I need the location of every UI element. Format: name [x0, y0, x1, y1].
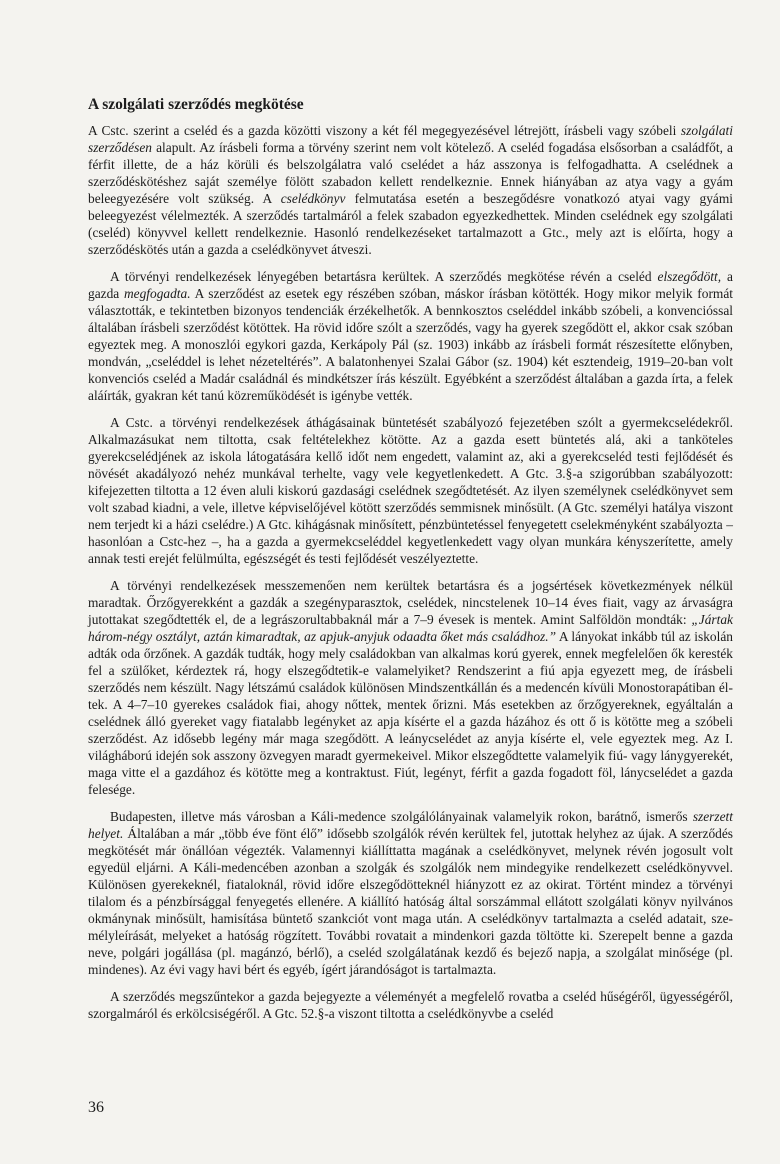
- body-text: [88, 122, 733, 1022]
- text-run: a gazda: [88, 269, 733, 301]
- text-run: A szerződés megszűntekor a gazda bejegyezte a véleményét a megfelelő rovatba a cseléd hűségéről, ügyességéről, szorgalmáról és erkölcsiségéről. A Gtc. 52.§-a viszont tiltotta a cselédkönyvbe a cseléd: [88, 989, 733, 1021]
- text-run: A törvényi rendelkezések lényegében betartásra kerültek. A szerződés megkötése révén a cseléd: [110, 269, 658, 284]
- text-run: A Cstc. a törvényi rendelkezések áthágásainak büntetését szabályozó fejezetében szólt a gyermekcselédekről. Alkalmazásukat nem tiltotta, csak feltételekhez kötötte. Az a gazda esett büntetés alá, aki a tanköteles gyerekcselédjének az iskola látogatására kellő időt nem engedett, valamint az, aki a gyerekcseléd testi fejlődését és növését akadályozó nehéz munkával terhelte, vagy vele kegyetlenkedett. A Gtc. 3.§-a szigorúbban szabályozott: kifejezetten tiltotta a 12 éven aluli kiskorú gazdasági cselédnek szegődtetését. Az ilyen személynek cselédkönyvet sem volt szabad kiadni, a vele, illetve képviselőjével kötött szerződés semmisnek minősült. (A Gtc. személyi hatálya viszont nem terjedt ki a házi cselédre.) A Gtc. kihágásnak minősített, pénzbüntetéssel fenyegetett cselekményként szabályozta – hasonlóan a Cstc-hez –, ha a gazda a gyermekcseléddel kegyetlenkedett vagy olyan munkára kényszerítette, amely annak testi erejét felülmúlta, egészségét és testi fejlődését veszélyeztette.: [88, 415, 733, 566]
- text-run: A szerződést az esetek egy részében szóban, máskor írásban kötötték. Hogy mikor melyik formát választották, e tekintetben bizonyos tendenciák érzékelhetők. A bennkosztos cseléddel inkább szóbeli, a konvencióssal általában írásbeli szerződést kötöttek. Ha rövid időre szólt a szerződés, vagy ha gyerek szegődött el, akkor csak szóban egyeztek meg. A monoszlói egykori gazda, Kerkápoly Pál (sz. 1903) inkább az írásbeli formát részesítette előnyben, mondván, „cseléddel is lehet nézeteltérés”. A balatonhenyei Szalai Gábor (sz. 1904) két esztendeig, 1919–20-ban volt konvenciós cseléd a Madár családnál és mindkétszer írás készült. Egyébként a szerződést általában a gazda írta, a felek aláírták, gyakran két tanú közreműködését is igénybe vették.: [88, 286, 733, 403]
- paragraph: [88, 414, 733, 567]
- page-number: 36: [88, 1099, 104, 1116]
- italic-run: cselédkönyv: [280, 191, 346, 206]
- text-run: felmutatása esetén a beszegődésre vonatkozó atyai vagy gyámi beleegyezést vélelmezték. A szerződés tartalmáról a felek szabadon egyezkedhettek. Minden cselédnek egy szolgálati (cseléd) könyvvel kellett rendelkeznie. Hasonló rendelkezéseket tartalmazott a Gtc., mely azt is előírta, hogy a szerződéskötés után a gazda a cselédkönyvet átveszi.: [88, 191, 733, 257]
- text-run: A lányokat inkább túl az iskolán adták oda őrzőnek. A gazdák tudták, hogy mely családokban van alkalmas korú gyerek, ennek megfelelően ők keresték fel a szülőket, kérdeztek rá, hogy elszegődtetik-e valamelyiket? Rendszerint a fiú apja egyezett meg, de írásbeli szerződés nem készült. Nagy létszámú családok különösen Mindszentkállán és a medencén kívüli Monostorapátiban éltek. A 4–7–10 gyerekes családok fiai, ahogy nőttek, mentek őrizni. Más esetekben az őrzőgyereknek, egyáltalán a cselédnek álló gyereket vagy fiatalabb legényket az apja kísérte el a gazda házához és ott ő is kötötte meg a szóbeli szerződést. Az idősebb legény már maga szegődött. A leánycselédet az anyja kísérte el, vele egyeztek meg. Az I. világháború idején sok asszony özvegyen maradt gyermekeivel. Mikor elszegődtette valamelyik fiú- vagy lánygyerekét, maga vitte el a gazdához és kötötte meg a kontraktust. Fiút, legényt, férfit a gazda fogadott föl, lánycselédet a gazda felesége.: [88, 629, 733, 797]
- paragraph: [88, 268, 733, 404]
- paragraph: [88, 808, 733, 978]
- text-run: A törvényi rendelkezések messzemenően nem kerültek betartásra és a jogsértések következmények nélkül maradtak. Őrzőgyerekként a gazdák a szegényparasztok, cselédek, nincstelenek 10–14 éves fiait, vagy az árvaságra jutottakat szegődtették el, de a legrászorultabbaknál már a 7–9 évesek is mentek. Amint Salföldön mondták:: [88, 578, 733, 627]
- italic-run: megfogadta.: [123, 286, 191, 301]
- italic-run: szerzett helyet.: [88, 809, 733, 841]
- paragraph: [88, 988, 733, 1022]
- text-run: Budapesten, illetve más városban a Káli-medence szolgálólányainak valamelyik rokon, barátnő, ismerős: [110, 809, 693, 824]
- section-heading: A szolgálati szerződés megkötése: [88, 96, 304, 113]
- text-run: alapult. Az írásbeli forma a törvény szerint nem volt kötelező. A cseléd fogadása elsősorban a családfőt, a férfit illette, de a ház körüli és belszolgálatra való cselédet a ház asszonya is felfogadhatta. A cselédnek a szerződéskötéshez saját személye fölött szabadon kellett rendelkeznie. Ennek hiányában az atya vagy a gyám beleegyezésére volt szükség. A: [88, 140, 733, 206]
- text-run: Általában a már „több éve fönt élő” idősebb szolgálók révén kerültek fel, jutottak helyhez az újak. A szerződés megkötését már önállóan végezték. Valamennyi kiállíttatta magának a cselédkönyvet, melynek révén jogosult volt egyedül eljárni. A Káli-medencében azonban a szolgák és szolgálók nem mindegyike rendelkezett cselédkönyvvel. Különösen gyerekeknél, fiataloknál, rövid időre elszegődötteknél hiányzott ez az okirat. Történt mindez a törvényi tilalom és a pénzbírsággal fenyegetés ellenére. A kiállító hatóság által sorszámmal ellátott szolgálati könyv nyilvános okmánynak minősült, hamisítása büntető szankciót vont maga után. A cselédkönyv tartalmazta a cseléd adatait, személyleírását, melyeket a hatóság rögzített. További rovatait a mindenkori gazda töltötte ki. Szerepelt benne a gazda neve, polgári jogállása (pl. magánzó, bérlő), a cseléd szolgálatának kezdő és bejező napja, a szolgálat minősége (pl. mindenes). Az évi vagy havi bért és egyéb, ígért járandóságot is tartalmazta.: [88, 826, 733, 977]
- paragraph: [88, 577, 733, 798]
- page-content: [88, 96, 733, 1032]
- italic-run: szolgálati szerződésen: [88, 123, 733, 155]
- italic-run: „Jártak három-négy osztályt, aztán kimaradtak, az apjuk-anyjuk odaadta őket más családhoz.”: [88, 612, 733, 644]
- paragraph: [88, 122, 733, 258]
- italic-run: elszegődött,: [657, 269, 722, 284]
- text-run: A Cstc. szerint a cseléd és a gazda közötti viszony a két fél megegyezésével létrejött, írásbeli vagy szóbeli: [88, 123, 681, 138]
